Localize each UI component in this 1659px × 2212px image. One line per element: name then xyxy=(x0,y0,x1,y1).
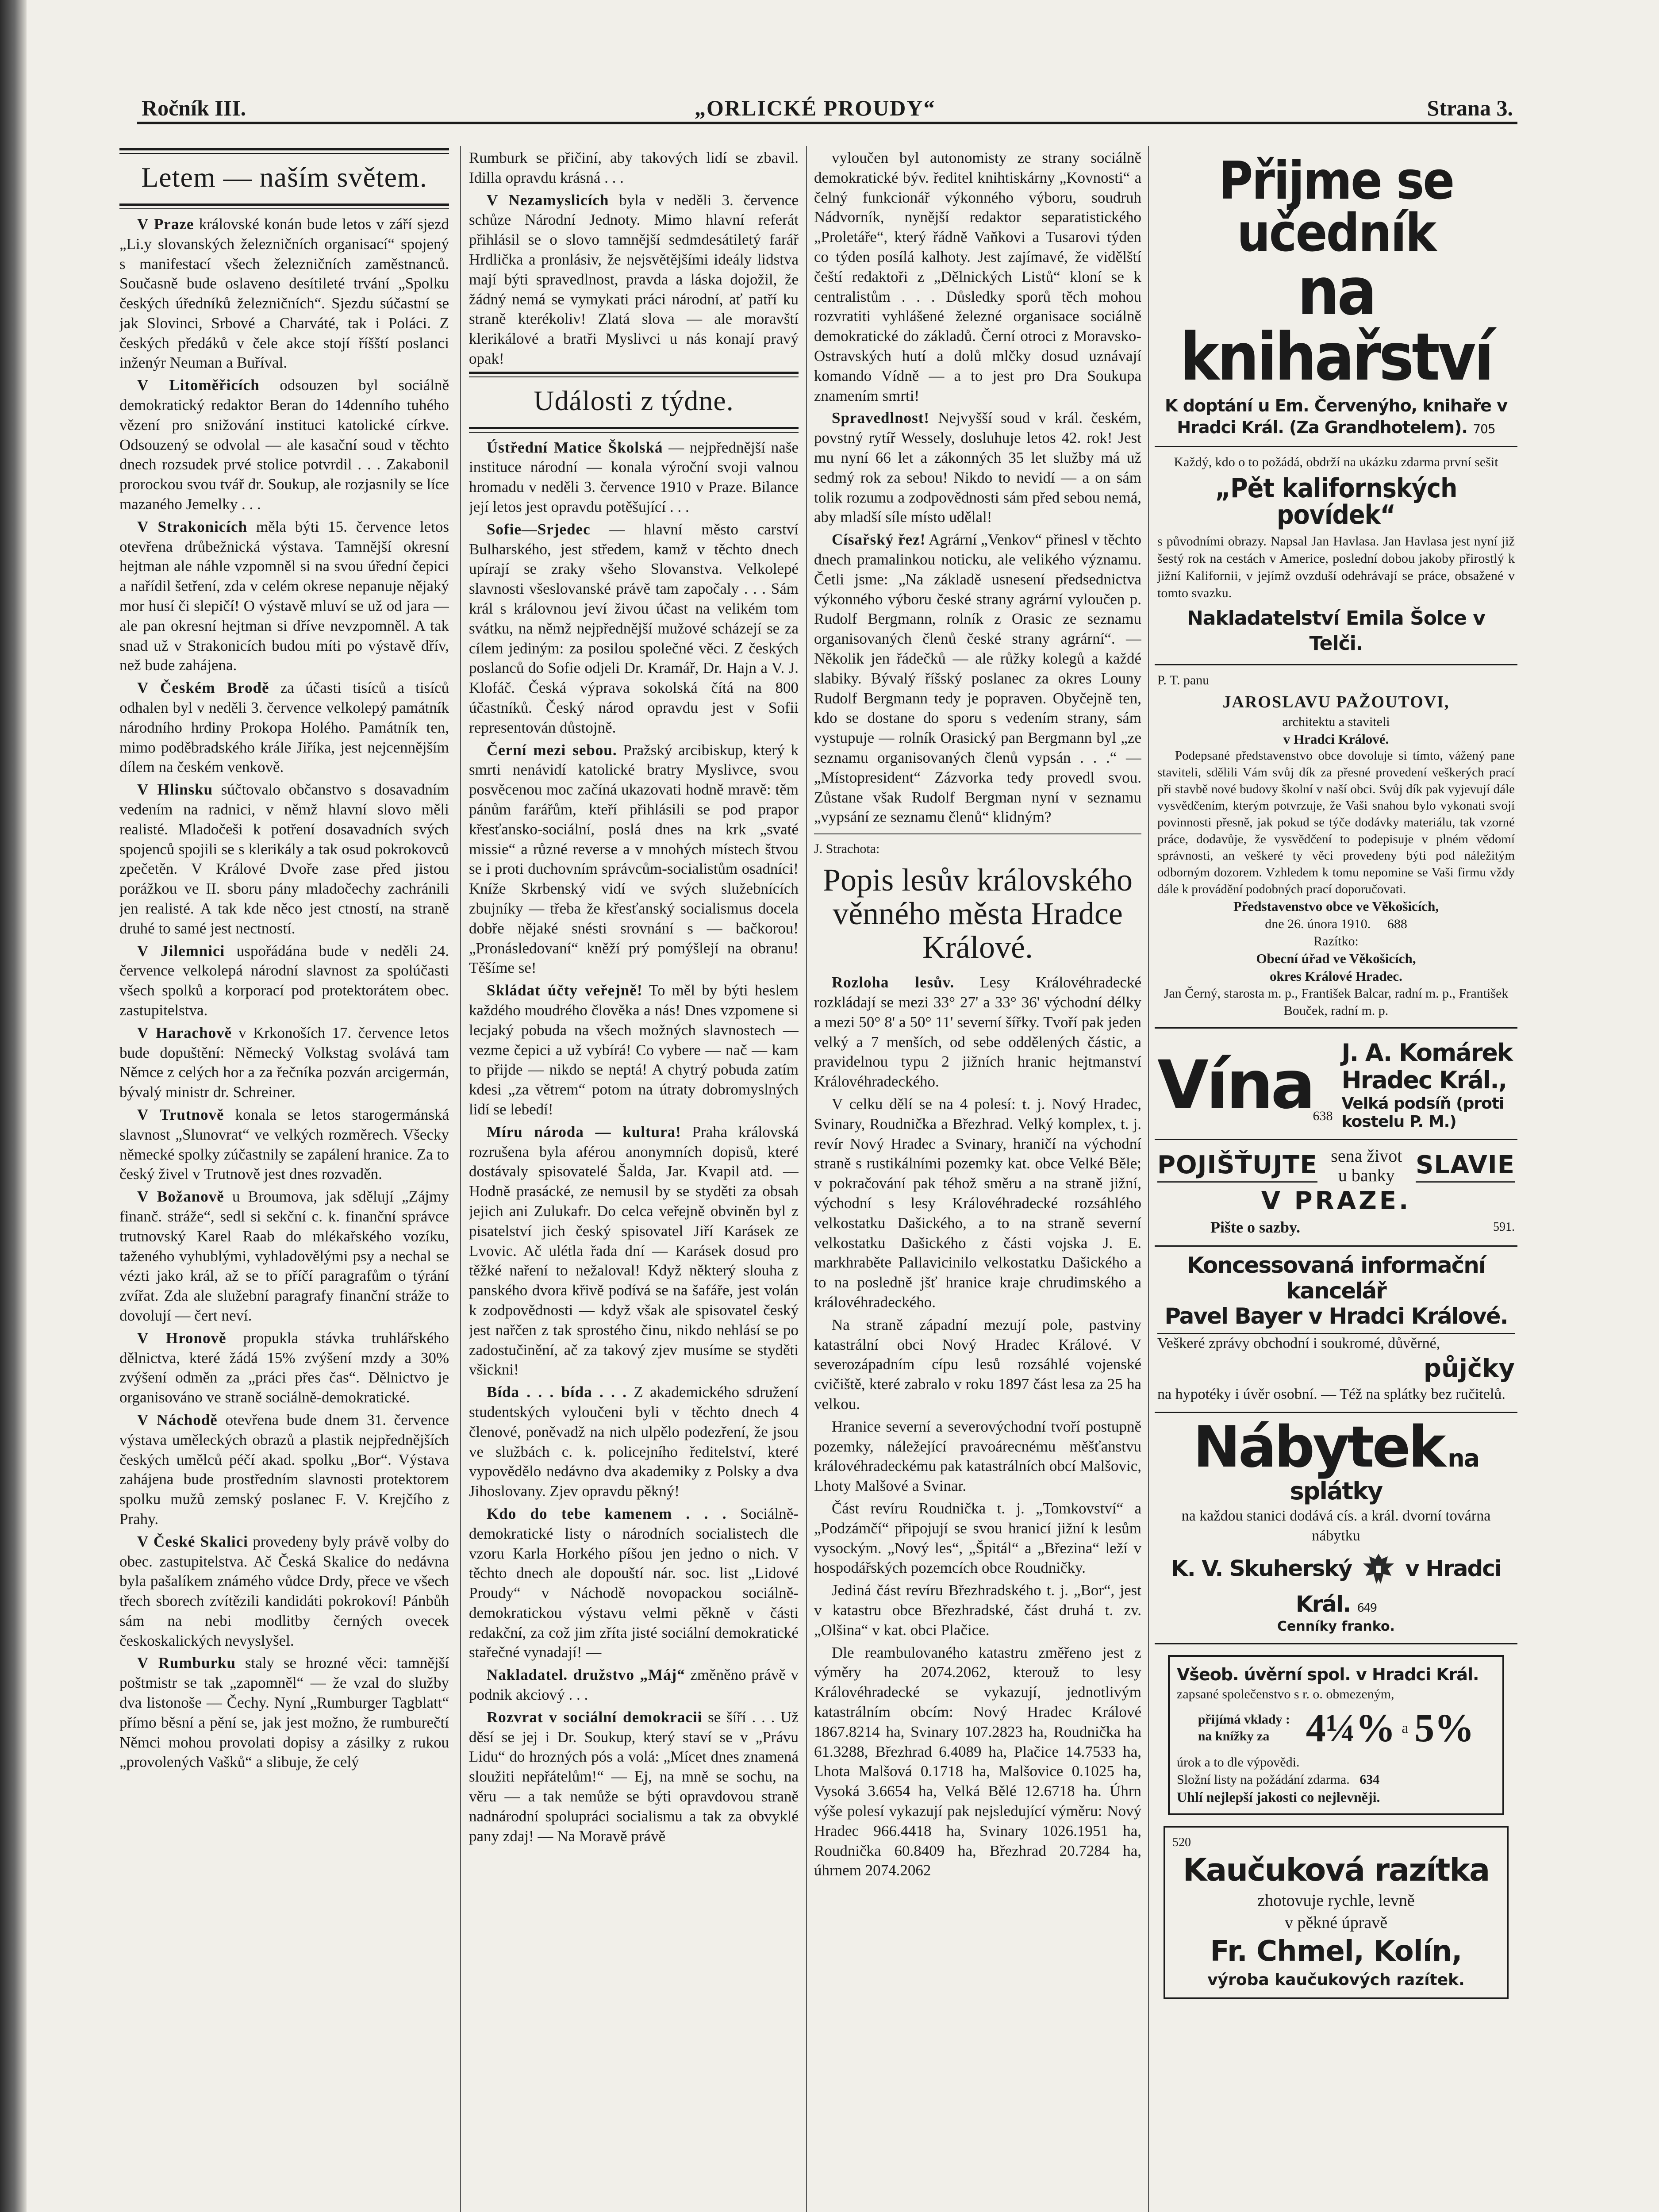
ad-number: 634 xyxy=(1359,1772,1380,1787)
paragraph-lead: Černí mezi sebou. xyxy=(487,741,617,759)
paragraph-lead: Sofie—Srjedec xyxy=(487,520,591,538)
ad-rate: 5% xyxy=(1414,1706,1475,1750)
paragraph-text: v Krkonoších 17. července letos bude dopuštění: Německý Volkstag svolává tam Němce z celých hor a za řečníka pozván arcigermán, bývalý ministr dr. Schreiner. xyxy=(119,1024,449,1101)
ad-signature: Představenstvo obce ve Věkošicích, xyxy=(1233,899,1439,914)
article-paragraph xyxy=(119,1410,449,1529)
section-title-udalosti: Události z týdne. xyxy=(534,384,734,416)
ad-number: 638 xyxy=(1313,1108,1333,1123)
ad-row xyxy=(1157,1146,1515,1185)
paragraph-text: Hranice severní a severovýchodní tvoří postupně pozemky, náležející pravoárecnému měšťanstvu královéhradeckému pak katastrálních obcí Malšovic, Lhoty Malšové a Svinar. xyxy=(814,1417,1141,1495)
scan-edge xyxy=(0,0,27,2212)
column-3 xyxy=(814,148,1141,2212)
paragraph-text: byla v neděli 3. července schůze Národní Jednoty. Mimo hlavní referát přihlásil se o slovo tamnější sedmdesátiletý farář Hrdlička a pronlásiv, že nejsvětějšími ideály lidstva mají býti spravedlnost, pravda a láska dojožil, že žádný nemá se vymykati práci národní, ať patří ku straně kterékoliv! Zlatá slova — ale moravští klerikálové a bratři Myslivci u nás konají pravý opak! xyxy=(469,191,799,367)
paragraph-lead: V Českém Brodě xyxy=(137,679,269,697)
paragraph-text: Praha královská rozrušena byla aférou anonymních dopisů, které dostávaly spisovatelé Šalda, Jar. Kvapil atd. — Hodně prasácké, ze nemusil by se styděti za obsah jejich ani Zulukafr. Do celca veřejně obviněn byl z pisatelství jich český spisovatel Jiří Karásek ze Lvovic. Ač ulétla řada dní — Karásek dosud pro těžké naření to nežaloval! Když některý slouha z panského dvora křivě podívá se na šafáře, jest volán k zodpovědnosti — když však ale spisovatel český jest nařčen z tak sprostého činu, nikdo nehlásí se po zadostučinění, ač za takový zjev musíme se styděti všickni! xyxy=(469,1123,799,1379)
article-paragraph xyxy=(814,408,1141,527)
article-paragraph xyxy=(119,1023,449,1102)
paragraph-text: staly se hrozné věci: tamnější poštmistr se tak „zapomněl“ — že vzal do služby dva listonoše — Čechy. Nyní „Rumburger Tagblatt“ přímo běsní a pění se, jak jest možno, že rumburečtí Němci mohou provolati dopisy a zásilky z rukou „provolených Vašků“ a slibuje, že celý xyxy=(119,1654,449,1771)
paragraph-lead: V Hlinsku xyxy=(137,781,213,799)
paragraph-text: se šíří . . . Už děsí se jej i Dr. Soukup, který staví se v „Právu Lidu“ do hrozných pós a volá: „Mícet dnes znamená sloužiti nepřátelům!“ — Ej, na mně se sochu, na věru — a tak nemůže se býti opravdovou straně nadnárodní spolupráci socialismu a tak za obvyklé pany zdaj! — Na Moravě právě xyxy=(469,1708,799,1845)
article-paragraph xyxy=(119,215,449,373)
ad-text: Podepsané představenstvo obce dovoluje si tímto, vážený pane staviteli, sdělili Vám svůj dík za přesné provedení veškerých prací při stavbě nové budovy školní v naší obci. Svůj dík pak vyjevují dále vysvědčením, kterým potvrzuje, že Vaši snahou bylo vykonati svojí povinnosti přesně, jak pokud se týče dodávky materiálu, tak vzorné práce, dodavůje, že vysvědčení to podepisuje v plném vědomí správnosti, an veškeré ty věci provedeny býti pod náležitým odborným dozorem. Vzhledem k tomu nepomine se Vaši firmu vždy dále k provádění podobných prací doporučovati. xyxy=(1157,749,1515,896)
column-divider xyxy=(806,146,807,2212)
paragraph-text: vyloučen byl autonomisty ze strany sociálně demokratické býv. ředitel knihtiskárny „Kovnosti“ a čelný funkcionář výkonného výboru, soudruh Nádvorník, nynější redaktor separatistického „Proletáře“, který řádně Vaňkovi a Tusarovi týden co týden posílá kalhoty. Jest zajímavé, že vidělští čeští redaktoři z „Dělnických Listů“ kloní se k centralistům . . . Důsledky sporů těch mohou rozvratiti vyhlášené železné organisace sociálně demokratické do základů. Černí otroci z Moravsko-Ostravských hutí a dolů mlčky dosud uznávají komando Vídně — a to jest pro Dra Soukupa znamením smrti! xyxy=(814,149,1141,404)
ad-firm-name: J. A. Komárek xyxy=(1341,1039,1512,1067)
ad-text: zhotovuje rychle, levně xyxy=(1257,1891,1415,1910)
article-paragraph xyxy=(119,517,449,676)
article-paragraph xyxy=(814,1417,1141,1496)
paragraph-lead: V Harachově xyxy=(137,1024,232,1041)
paragraph-text: Jediná část revíru Březhradského t. j. „Bor“, jest v katastru obce Březhradské, část druhá t. zv. „Olšina“ v kat. obci Plačice. xyxy=(814,1582,1141,1639)
article-paragraph xyxy=(119,1329,449,1408)
newspaper-title: „ORLICKÉ PROUDY“ xyxy=(695,96,936,120)
paragraph-lead: Ústřední Matice Školská xyxy=(487,438,663,456)
ad-subline xyxy=(1157,395,1515,438)
ad-headline: Všeob. úvěrní spol. v Hradci Král. xyxy=(1177,1665,1479,1685)
ad-text: Složní listy na požádání zdarma. xyxy=(1177,1772,1350,1787)
article-paragraph xyxy=(119,941,449,1021)
ad-text: v pěkné úpravě xyxy=(1284,1913,1388,1932)
ad-headline: Kaučuková razítka xyxy=(1183,1851,1490,1888)
paragraph-text: V celku dělí se na 4 polesí: t. j. Nový Hradec, Svinary, Roudnička a Březhrad. Velký komplex, t. j. revír Nový Hradec a Svinary, hraničí na východní straně s rustikálními pozemky kat. obce Velké Běle; v pokračování pak téhož směru a na straně jižní, východní s lesy Královéhradecké rozsáhlého velkostatku Dašického, a to na straně severní velkostatku Dašického z části vojska J. E. markhraběte Pallavicinilo velkostatku Dašického a to na posledně jšť hranice kraje chrudimského a královéhradeckého. xyxy=(814,1095,1141,1311)
paragraph-text: Nejvyšší soud v král. českém, povstný rytíř Wessely, dosluhuje letos 42. rok! Jest mu nyní 66 let a zákonných 35 let služby má už sedmý rok za sebou! Nikdo to nevidí — a on sám tolik rozumu a zodpovědnosti sám před sebou nemá, aby mladší síle místo udělal! xyxy=(814,409,1141,526)
ad-number: 649 xyxy=(1357,1601,1377,1615)
ad-firm xyxy=(1342,1039,1515,1131)
paragraph-text: — nejpřednější naše instituce národní — konala výroční svoji valnou hromadu v neděli 3. července 1910 v Praze. Bilance její letos jest opravdu potěšující . . . xyxy=(469,438,799,516)
article-paragraph xyxy=(469,741,799,979)
ad-number: 688 xyxy=(1387,917,1407,932)
advertisement-column xyxy=(1155,148,1517,2212)
paragraph-lead: Kdo do tebe kamenem . . . xyxy=(487,1505,727,1522)
article-paragraph xyxy=(119,1105,449,1184)
ad-salutation: P. T. panu xyxy=(1157,672,1210,687)
ad-city: V PRAZE. xyxy=(1261,1187,1411,1216)
ad-firm xyxy=(1157,1550,1515,1618)
ad-role: architektu a staviteli xyxy=(1282,714,1390,729)
paragraph-text: odsouzen byl sociálně demokratický redaktor Beran do 14denního tuhého vězení pro snižování instituci katolické církve. Odsouzený se odvolal — ale kasační soud v těchto dnech rozsudek prvé stolice potvrdil . . . Zakabonil prorockou svou tvář dr. Soukup, ale rozjasnily se líce mazaného Jemelky . . . xyxy=(119,376,449,513)
ad-deposit-text: přijímá vklady : na knížky za xyxy=(1198,1712,1290,1744)
article-paragraph xyxy=(469,438,799,517)
ad-headline: Koncessovaná informační kancelář xyxy=(1187,1252,1486,1304)
paragraph-lead: V Strakonicích xyxy=(137,518,248,535)
ad-credit-union xyxy=(1168,1655,1504,1815)
column-1-body xyxy=(119,215,449,1772)
ad-headline: „Pět kalifornských povídek“ xyxy=(1215,473,1457,531)
ad-text: na každou stanici dodává cís. a král. dvorní továrna nábytku xyxy=(1181,1508,1491,1544)
title-rule xyxy=(469,372,799,377)
paragraph-text: Sociálně-demokratické listy o národních socialistech dle vzoru Karla Horkého píšou jen jedno o nich. V těchto dnech ale dopouští nár. soc. list „Lidové Proudy“ v Náchodě novopackou sociálně-demokratickou výstavu velmi pěkně v části redakční, za což jim zříta jisté sociální demokratické stařečné vynadají! — xyxy=(469,1505,799,1661)
ad-testimonial xyxy=(1155,665,1517,1029)
ad-mid xyxy=(1331,1146,1402,1185)
article-paragraph xyxy=(119,376,449,515)
ad-subheadline: na splátky xyxy=(1290,1444,1479,1505)
paragraph-text: měla býti 15. července letos otevřena drůbežnická výstava. Tamnější okresní hejtman ale náhle vzpomněl si na svou úřední čepici a nařídil šetření, zda v celém okrese nepanuje nějaký mor husí či slepičí! O výstavě mluví se už od jara — ale pan okresní hejtman si dříve nevzpomněl. A tak snad už v Strakonicích budou míti po výstavě dřív, než bude zahájena. xyxy=(119,518,449,674)
ad-date-row xyxy=(1157,915,1515,933)
paragraph-text: konala se letos starogermánská slavnost „Slunovrat“ ve velkých rozměrech. Všecky německé spolky zúčastnily se zapálení hranice. Za to český živel v Trutnově jest dnes rozvaděn. xyxy=(119,1106,449,1183)
ad-rate-separator: a xyxy=(1402,1720,1409,1736)
paragraph-lead: V Praze xyxy=(137,215,194,233)
ad-insurance xyxy=(1155,1140,1517,1247)
ad-apprentice xyxy=(1155,148,1517,447)
article-paragraph xyxy=(814,1315,1141,1414)
article-paragraph xyxy=(814,1643,1141,1881)
paragraph-text: — hlavní město carství Bulharského, jest středem, kamž v těchto dnech upírají se zraky všeho Slovanstva. Velkolepé slavnosti všeslovanské právě tam započaly . . . Sám král s královnou jeví živou účast na velikém tom svátku, na němž nejpřednější mužové scházejí se za cílem jediným: za posilou společné věci. Z českých poslanců do Sofie odjeli Dr. Kramář, Dr. Hajn a V. J. Klofáč. Česká výprava sokolská čítá na 800 účastníků. Český národ opravdu jest v Sofii representován důstojně. xyxy=(469,520,799,736)
article-paragraph xyxy=(814,530,1141,827)
paragraph-text: To měl by býti heslem každého moudrého člověka a nás! Dnes vzpomene si lecjaký pobuda na všech možných slavnostech — vezme čepici a už vybírá! Co vybere — nač — kam to přijde — nikdo se neptá! A chytrý pobuda zatím kdesi „za větrem“ potom na útraty dobromyslných lidí se lebedí! xyxy=(469,982,799,1118)
ad-firm: Fr. Chmel, Kolín, xyxy=(1210,1935,1462,1968)
article-paragraph xyxy=(814,1094,1141,1313)
paragraph-text: Agrární „Venkov“ přinesl v těchto dnech pramalinkou noticku, ale velikého významu. Četli jsme: „Na základě usnesení předsednictva výkonného výboru české strany agrární vyloučen p. Rudolf Bergmann, rolník z Orasic ze seznamu organisovaných členů české strany agrární“. — Několik jen řádečků — ale růžky kolegů a každé slabiky. Bývalý říšský poslanec za okres Louny Rudolf Bergmann tedy je popraven. Obyčejně ten, kdo se dostane do sporu s vedením strany, sám vystupuje — rolník Orasický pan Bergmann byl „ze seznamu organisovaných členů vypsán . . .“ — „Místopresident“ Zázvorka tedy provedl svou. Zůstane však Rudolf Bergman nyní v seznamu „vypsání ze seznamu členů“ klidným? xyxy=(814,531,1141,826)
paragraph-text: Pražský arcibiskup, který k smrti nenávidí katolické bratry Myslivce, svou posvěcenou moc začíná ukazovati hodně mravě: těm pánům farářům, kteří přihlásili se pod prapor křesťansko-sociální, poslá dnes na krk „svaté missie“ a různé reverse a v mnohých místech štvou se i proti duchovním správcům-socialistům osadníci! Kníže Skrbenský vidí ve svých služebnících zbujníky — třeba že křesťanský socialismus docela dobře nějaké snésti srovnání s — bačkorou! „Pronásledovaní“ kněží prý pomýšlejí na obranu! Těšíme se! xyxy=(469,741,799,977)
ad-tagline: Uhlí nejlepší jakosti co nejlevněji. xyxy=(1177,1789,1380,1805)
paragraph-lead: V Nezamyslicích xyxy=(487,191,609,209)
ad-tagline: Cenníky franko. xyxy=(1277,1618,1395,1634)
article-paragraph xyxy=(469,191,799,369)
ad-name: JAROSLAVU PAŽOUTOVI, xyxy=(1222,692,1450,711)
paragraph-lead: Skládat účty veřejně! xyxy=(487,982,643,999)
title-rule xyxy=(119,148,449,154)
article-paragraph xyxy=(469,981,799,1120)
ad-firm-name: K. V. Skuherský xyxy=(1171,1555,1352,1582)
paragraph-text: otevřena bude dnem 31. července výstava uměleckých obrazů a plastik nejpřednějších českých umělců péčí akad. spolku „Bor“. Výstava zahájena bude prostředním slavnosti protektorem spolku mužů zemský poslanec F. V. Krejčího z Prahy. xyxy=(119,1411,449,1528)
ad-signatories: Jan Černý, starosta m. p., František Balcar, radní m. p., František Bouček, radní m. p. xyxy=(1164,986,1509,1018)
article-paragraph xyxy=(469,1122,799,1380)
ad-rubber-stamps xyxy=(1164,1826,1509,1999)
paragraph-lead: Rozvrat v sociální demokracii xyxy=(487,1708,703,1726)
paragraph-text: súčtovalo občanstvo s dosavadním vedením na radnici, v němž hlavní slovo měli realisté. Mladočeši k potření dosavadních svých spojenců spojili se s klerikály a tak osud pokrokovců zpečetěn. V Králové Dvoře zase před jistou porážkou ve II. sboru pány mladočechy zachránili jen realisté. A tak kde něco jest ctností, na straně druhé to samé jest nectností. xyxy=(119,781,449,937)
article-title: Popis lesův královského věnného města Hradce Králové. xyxy=(823,862,1133,965)
ad-tagline: výroba kaučukových razítek. xyxy=(1207,1971,1465,1989)
paragraph-lead: Spravedlnost! xyxy=(832,409,930,427)
paragraph-text: královské konán bude letos v září sjezd „Li.y slovanských železničních organisací“ spojený s manifestací všech železničních zaměstnanců. Současně bude oslaveno desítileté trvání „Spolku českých úředníků železničních“. Sjezdu súčastní se jak Slovinci, Srbové a Charváté, tak i Poláci. Z českých předáků v čele akce stojí říšští poslanci inženýr Neuman a Buříval. xyxy=(119,215,449,372)
ad-seal: Razítko: xyxy=(1313,934,1359,949)
ad-tagline: Pište o sazby. xyxy=(1210,1218,1300,1237)
article-paragraph xyxy=(119,678,449,777)
article-byline: J. Strachota: xyxy=(814,841,880,856)
ad-text: úrok a to dle výpovědi. xyxy=(1177,1755,1300,1770)
ad-firm-city: v Hradci Král. xyxy=(1295,1555,1502,1617)
ad-publisher: Nakladatelství Emila Šolce v Telči. xyxy=(1187,607,1485,655)
ad-rate: 4¼% xyxy=(1306,1706,1396,1750)
ad-text: s původními obrazy. Napsal Jan Havlasa. Jan Havlasa jest nyní již šestý rok na cestách v Americe, poslední dobou jakoby přirostlý k jižní Kalifornii, v jejímž ovzduší odehrávají se práce, obsažené v tomto svazku. xyxy=(1157,534,1515,601)
paragraph-lead: Bída . . . bída . . . xyxy=(487,1383,627,1401)
paragraph-lead: V Náchodě xyxy=(137,1411,218,1429)
article-paragraph xyxy=(469,1504,799,1663)
paragraph-text: Z akademického sdružení studentských vyloučeni byli v těchto dnech 4 členové, poněvadž na nich ulpělo podezření, že jsou ve službách c. k. policejního ředitelství, které vypovědělo nedávno dva akademiky z Polsky a dva Jihoslovany. Zjev opravdu pěkný! xyxy=(469,1383,799,1500)
ad-headline: Nábytek xyxy=(1193,1414,1444,1481)
paragraph-text: za účasti tisíců a tisíců odhalen byl v neděli 3. července velkolepý památník národního hrdiny Prokopa Holého. Památník ten, mimo poděbradského krále Jiříka, jest nejcennějším dílem na českém venkově. xyxy=(119,679,449,776)
ad-text-row xyxy=(1177,1771,1495,1788)
column-2-body xyxy=(469,438,799,1847)
paragraph-lead: V Litoměřicích xyxy=(137,376,260,394)
paragraph-lead: V České Skalici xyxy=(137,1532,248,1550)
ad-bank-name: SLAVIE xyxy=(1416,1149,1515,1183)
ad-number: 705 xyxy=(1473,421,1495,436)
paragraph-lead: Císařský řez! xyxy=(832,531,926,549)
page-header xyxy=(137,91,1517,122)
ad-firm-address: Velká podsíň (proti kostelu P. M.) xyxy=(1341,1094,1504,1131)
column-divider xyxy=(1148,146,1149,2212)
ad-furniture xyxy=(1155,1413,1517,1644)
ad-office: okres Králové Hradec. xyxy=(1270,968,1402,984)
paragraph-lead: Míru národa — kultura! xyxy=(487,1123,681,1141)
ad-number: 591. xyxy=(1493,1220,1515,1234)
paragraph-text: Část revíru Roudnička t. j. „Tomkovství“ a „Podzámčí“ připojují se svou hranicí jižní k lesům vysockým. „Nový les“, „Špitál“ a „Březina“ leží v hospodářských pozemcích obce Roudničky. xyxy=(814,1499,1141,1577)
paragraph-text: změněno právě v podnik akciový . . . xyxy=(469,1666,799,1704)
ad-headline: POJIŠŤUJTE xyxy=(1157,1149,1317,1183)
ad-headline: Vína xyxy=(1157,1046,1313,1124)
paragraph-text: Dle reambulovaného katastru změřeno jest z výměry ha 2074.2062, kterouž to lesy Královéhradecké se vykazují, jednotlivým katastrálním obcím: Nový Hradec Králové 1867.8214 ha, Svinary 107.2823 ha, Roudnička ha 61.3288, Březhrad 6.4089 ha, Plačice 14.7533 ha, Lhota Malšová 0.1718 ha, Malšovice 0.1025 ha, Vysoká 3.6654 ha, Velká Bělé 12.6718 ha. Úhrn výše polesí vykazují pak nejsledující výměru: Nový Hradec 966.4418 ha, Svinary 1026.1951 ha, Roudnička 60.8409 ha, Březhrad 20.7284 ha, úhrnem 2074.2062 xyxy=(814,1644,1141,1879)
ad-office: Obecní úřad ve Věkošicích, xyxy=(1256,951,1416,967)
forest-article-body xyxy=(814,973,1141,1881)
section-title-letem: Letem — naším světem. xyxy=(141,161,427,193)
ad-number: 520 xyxy=(1172,1835,1191,1849)
ad-mid-text: sena život xyxy=(1331,1146,1402,1166)
column-3-body xyxy=(814,148,1141,827)
ad-headline: Přijme se učedník xyxy=(1218,150,1454,263)
ad-row xyxy=(1157,1217,1515,1237)
ad-headline: Pavel Bayer v Hradci Králové. xyxy=(1157,1304,1515,1334)
article-paragraph xyxy=(814,1499,1141,1578)
page-number: Strana 3. xyxy=(1427,96,1513,120)
ad-headline: na knihařství xyxy=(1180,253,1492,395)
header-rule xyxy=(137,122,1517,124)
volume-label: Ročník III. xyxy=(142,96,246,120)
paragraph-lead: V Rumburku xyxy=(137,1654,236,1672)
paragraph-text: provedeny byly právě volby do obec. zastupitelstva. Ač Česká Skalice do nedávna byla pašalíkem známého vůdce Drdy, přece ve všech třech sborech zvítězili kandidáti pokrokoví! Pánbůh sám na nebi modlitby černých ovecek českoskalických nevyslyšel. xyxy=(119,1532,449,1649)
eagle-emblem-icon xyxy=(1359,1550,1398,1590)
ad-text: na hypotéky i úvěr osobní. — Též na splátky bez ručitelů. xyxy=(1157,1386,1505,1402)
article-paragraph xyxy=(119,1532,449,1651)
ad-rates xyxy=(1177,1703,1495,1754)
title-rule xyxy=(119,204,449,209)
paragraph-text: Na straně západní mezují pole, pastviny katastrální obci Nový Hradec Králové. V severozápadním cípu lesů rozsáhlé vojenské cvičiště, které zabralo v roku 1897 část lesa za 25 ha velkou. xyxy=(814,1316,1141,1413)
ad-firm-city: Hradec Král., xyxy=(1341,1066,1507,1094)
paragraph-lead: Nakladatel. družstvo „Máj“ xyxy=(487,1666,685,1684)
article-paragraph xyxy=(814,1581,1141,1640)
article-paragraph xyxy=(119,1653,449,1772)
ad-information-office xyxy=(1155,1247,1517,1413)
article-paragraph xyxy=(469,1665,799,1705)
ad-loans: půjčky xyxy=(1423,1354,1515,1383)
paragraph-text: propukla stávka truhlářského dělnictva, které žádá 15% zvýšení mzdy a 30% zvýšení odměn za „práci přes čas“. Dělnictvo je organisováno ve straně sociálně-demokratické. xyxy=(119,1329,449,1406)
ad-place: v Hradci Králové. xyxy=(1283,731,1389,747)
paragraph-lead: Rozloha lesův. xyxy=(832,974,955,991)
ad-books xyxy=(1155,447,1517,665)
article-paragraph xyxy=(469,1708,799,1847)
divider xyxy=(814,833,1141,834)
title-rule xyxy=(469,427,799,433)
column-divider xyxy=(460,146,461,2212)
ad-date: dne 26. února 1910. xyxy=(1265,917,1371,932)
ad-wine xyxy=(1155,1029,1517,1140)
paragraph-lead: V Hronově xyxy=(137,1329,227,1347)
article-paragraph xyxy=(814,148,1141,406)
article-paragraph xyxy=(469,1382,799,1502)
ad-subline-text: K doptání u Em. Červenýho, knihaře v Hradci Král. (Za Grandhotelem). xyxy=(1165,396,1507,437)
column-1 xyxy=(119,148,449,2212)
paragraph-lead: V Božanově xyxy=(137,1188,224,1206)
article-paragraph: Rumburk se přičiní, aby takových lidí se zbavil. Idilla opravdu krásná . . . xyxy=(469,149,799,186)
article-paragraph xyxy=(119,1187,449,1326)
column-2 xyxy=(469,148,799,2212)
article-paragraph xyxy=(469,520,799,738)
article-paragraph xyxy=(119,780,449,938)
paragraph-text: Lesy Královéhradecké rozkládají se mezi 33° 27' a 33° 36' východní délky a mezi 50° 8' a 50° 11' severní šířky. Tvoří pak jeden velký a 7 menších, od sebe oddělených částic, a pravidelnou typu 2 jižních hranic hejtmanství Královéhradeckého. xyxy=(814,974,1141,1091)
article-paragraph xyxy=(814,973,1141,1092)
ad-text: Každý, kdo o to požádá, obdrží na ukázku zdarma první sešit xyxy=(1174,455,1498,470)
ad-mid-text: u banky xyxy=(1338,1165,1395,1186)
paragraph-text: uspořádána bude v neděli 24. července velkolepá národní slavnost za spolúčasti všech spolků a korporací pod protektorátem obec. zastupitelstva. xyxy=(119,942,449,1019)
paragraph-lead: V Trutnově xyxy=(137,1106,224,1123)
ad-text: Veškeré zprávy obchodní i soukromé, důvěrné, xyxy=(1157,1335,1440,1352)
paragraph-lead: V Jilemnici xyxy=(137,942,225,960)
ad-subline: zapsané společenstvo s r. o. obmezeným, xyxy=(1177,1686,1394,1701)
paragraph-text: u Broumova, jak sdělují „Zájmy finanč. stráže“, sedl si sekční c. k. finanční správce trutnovský Karel Raab do mlékařského vozíku, taženého vyhublými, vyhladovělými psy a nechal se vézti jako král, až se to příčí paragrafům o týrání zvířat. Zda ale služební paragrafy finanční stráže to dovolují — čert neví. xyxy=(119,1188,449,1324)
